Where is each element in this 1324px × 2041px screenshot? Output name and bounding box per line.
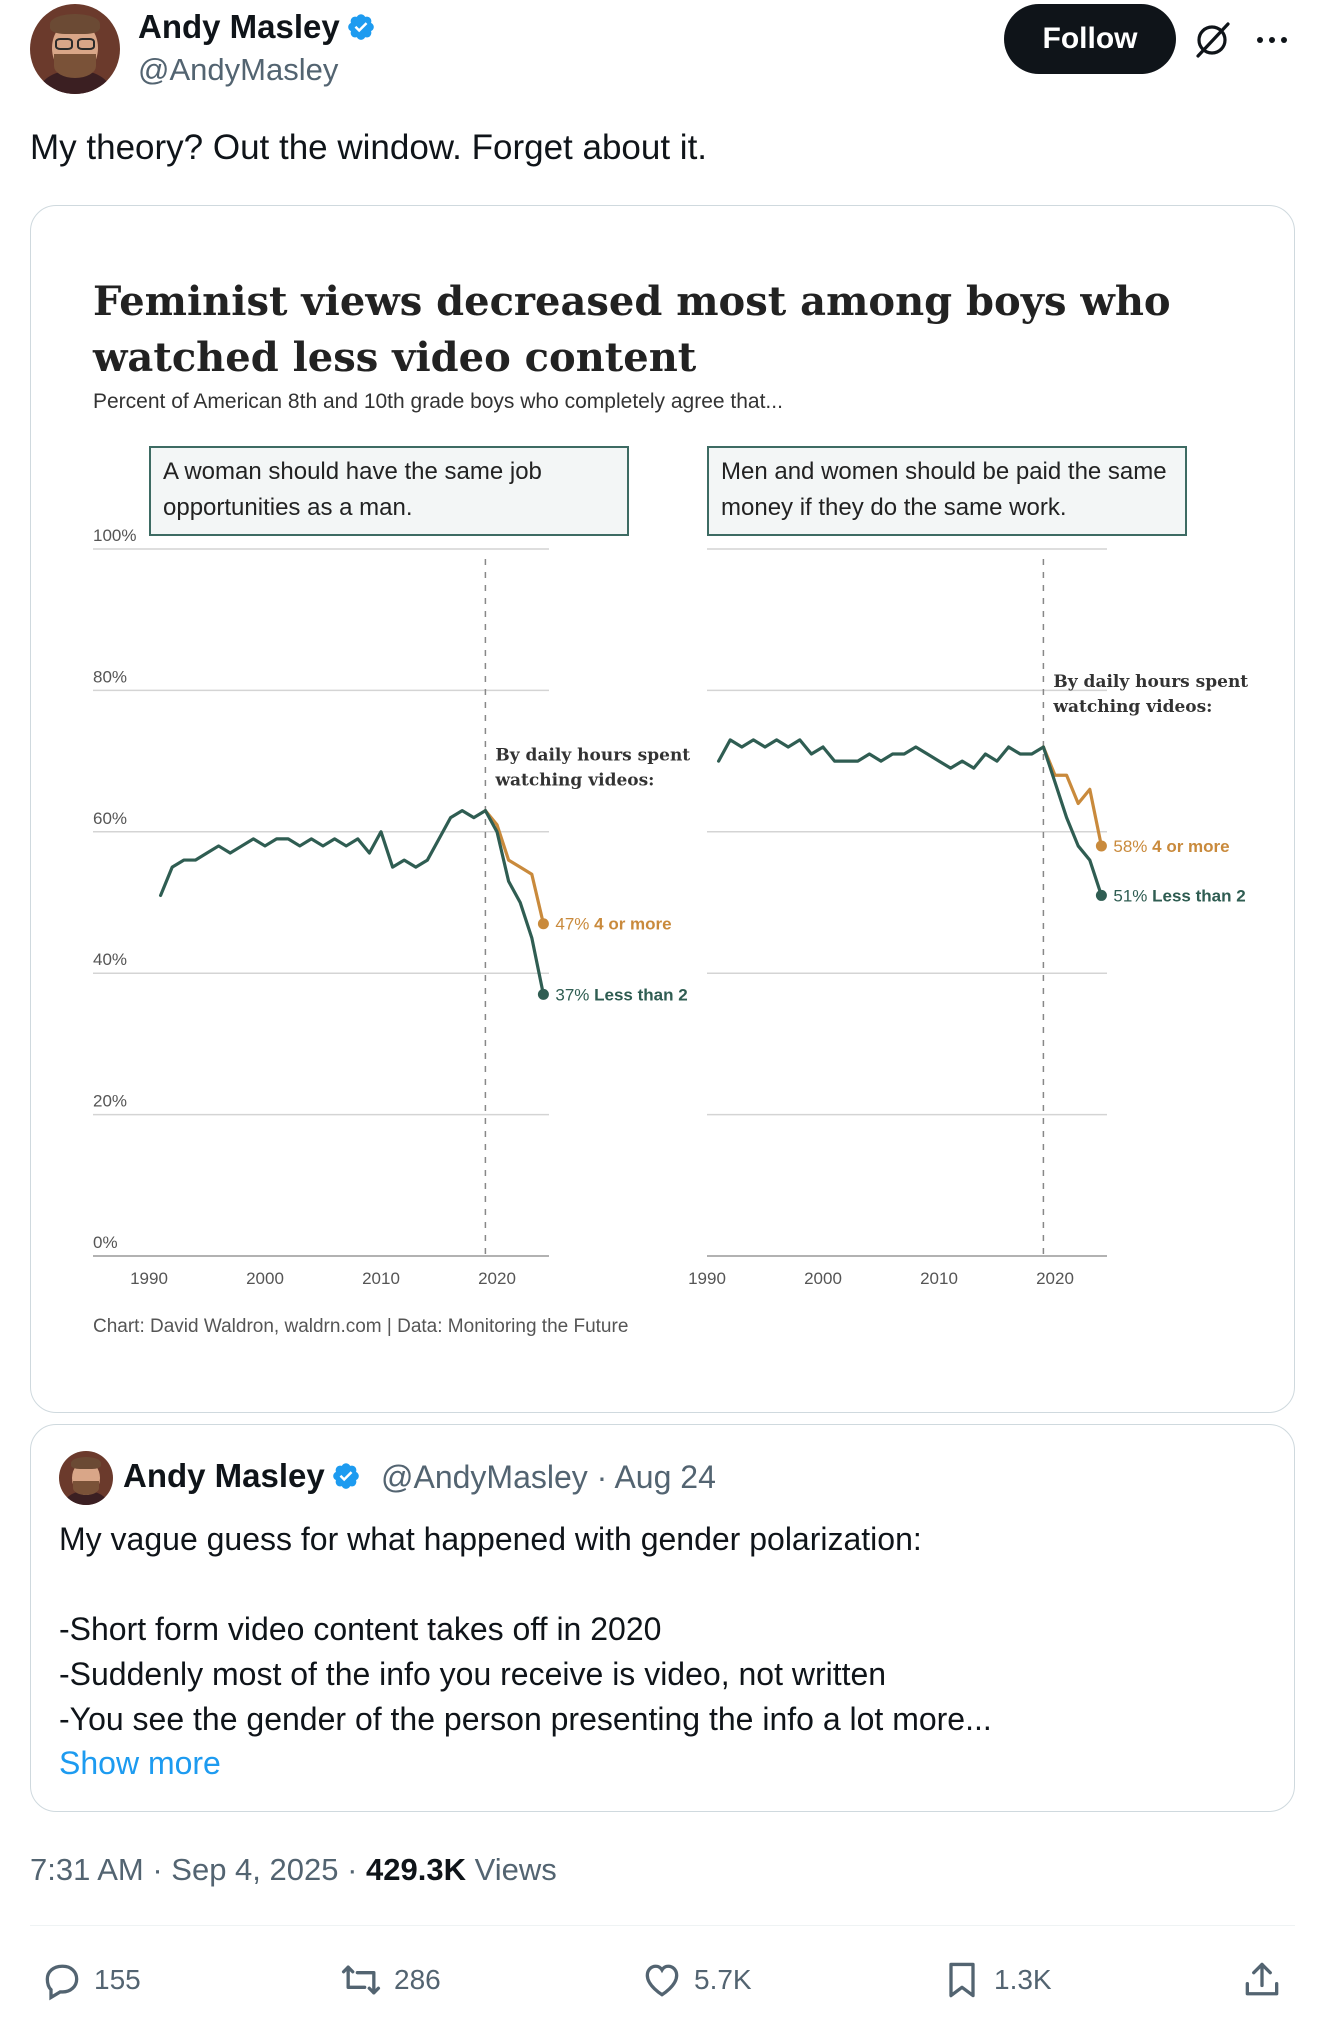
y-tick-label: 100% xyxy=(93,526,137,545)
series-end-pct: 37% xyxy=(555,985,595,1005)
quoted-handle-date[interactable]: @AndyMasley · Aug 24 xyxy=(381,1459,716,1495)
annotation-line-1: By daily hours spent xyxy=(1053,671,1249,692)
series-end-dot xyxy=(538,918,549,929)
chart-title: Feminist views decreased most among boys who watched less video content xyxy=(93,278,1171,381)
repost-count: 286 xyxy=(394,1964,441,1995)
bookmark-count: 1.3K xyxy=(994,1964,1052,1995)
series-end-pct: 58% xyxy=(1113,836,1153,856)
annotation-line-2: watching videos: xyxy=(1053,696,1213,717)
divider xyxy=(30,1925,1295,1926)
series-end-pct: 47% xyxy=(555,914,595,934)
y-tick-label: 40% xyxy=(93,950,128,970)
reply-icon xyxy=(40,1958,84,2002)
chart-source: Chart: David Waldron, waldrn.com | Data: Monitoring the Future xyxy=(93,1316,629,1337)
heart-icon xyxy=(640,1958,684,2002)
series-line xyxy=(161,811,486,896)
reply-button[interactable] xyxy=(40,1955,141,2005)
series-end-label xyxy=(555,985,687,1004)
share-button[interactable] xyxy=(1240,1955,1294,2005)
series-end-name: Less than 2 xyxy=(594,985,688,1005)
author-avatar[interactable] xyxy=(30,4,120,94)
tweet-text: My theory? Out the window. Forget about it. xyxy=(30,128,708,167)
chart-image-card[interactable] xyxy=(30,205,1295,1413)
show-more-link[interactable]: Show more xyxy=(59,1745,221,1781)
series-line xyxy=(719,740,1044,768)
x-tick-label: 1990 xyxy=(688,1269,726,1288)
repost-icon xyxy=(338,1958,384,2002)
y-tick-label: 20% xyxy=(93,1091,128,1111)
series-line xyxy=(1043,747,1101,895)
annotation-line-2: watching videos: xyxy=(495,770,655,791)
series-end-pct: 51% xyxy=(1113,886,1153,906)
y-tick-label: 80% xyxy=(93,667,128,687)
verified-badge-icon xyxy=(346,12,376,42)
series-line xyxy=(485,811,543,995)
quoted-tweet-text: My vague guess for what happened with gender polarization: -Short form video content takes off in 2020 -Suddenly most of the info you receive is video, not written -You see the gender of the person presenting the info a lot more... xyxy=(59,1521,992,1737)
x-tick-label: 2020 xyxy=(478,1269,516,1288)
x-tick-label: 2020 xyxy=(1036,1269,1074,1288)
quoted-author-name[interactable] xyxy=(123,1457,361,1495)
author-handle[interactable]: @AndyMasley xyxy=(138,52,339,87)
repost-button[interactable] xyxy=(338,1955,441,2005)
x-tick-label: 2000 xyxy=(246,1269,284,1288)
tweet-timestamp[interactable]: 7:31 AM · Sep 4, 2025 · xyxy=(30,1852,367,1887)
x-tick-label: 2010 xyxy=(362,1269,400,1288)
x-tick-label: 2000 xyxy=(804,1269,842,1288)
y-tick-label: 0% xyxy=(93,1233,118,1252)
chart-subtitle: Percent of American 8th and 10th grade boys who completely agree that... xyxy=(93,390,783,413)
panel-1-statement: A woman should have the same job opportunities as a man. xyxy=(163,458,542,521)
follow-button[interactable]: Follow xyxy=(1004,4,1176,74)
series-end-label xyxy=(1113,837,1229,856)
grok-icon[interactable] xyxy=(1190,18,1234,62)
series-end-name: 4 or more xyxy=(594,914,672,934)
x-tick-label: 2010 xyxy=(920,1269,958,1288)
reply-count: 155 xyxy=(94,1964,141,1995)
series-end-dot xyxy=(1096,840,1107,851)
views-label: Views xyxy=(466,1852,557,1887)
like-button[interactable] xyxy=(640,1955,752,2005)
y-tick-label: 60% xyxy=(93,808,128,828)
more-icon[interactable] xyxy=(1252,20,1292,60)
author-name[interactable] xyxy=(138,8,376,46)
quoted-author-name-text[interactable]: Andy Masley xyxy=(123,1457,325,1494)
author-name-text[interactable]: Andy Masley xyxy=(138,8,340,45)
tweet-meta xyxy=(30,1852,557,1888)
quoted-tweet-card[interactable] xyxy=(30,1424,1295,1812)
series-end-label xyxy=(555,915,671,934)
views-count: 429.3K xyxy=(366,1852,467,1887)
bookmark-icon xyxy=(940,1958,984,2002)
bookmark-button[interactable] xyxy=(940,1955,1052,2005)
quoted-verified-badge-icon xyxy=(331,1461,361,1491)
series-end-name: 4 or more xyxy=(1152,836,1230,856)
like-count: 5.7K xyxy=(694,1964,752,1995)
annotation-line-1: By daily hours spent xyxy=(495,745,691,766)
series-end-name: Less than 2 xyxy=(1152,886,1246,906)
series-end-dot xyxy=(538,989,549,1000)
series-end-label xyxy=(1113,886,1245,905)
chart-plot xyxy=(31,206,1295,1413)
series-end-dot xyxy=(1096,890,1107,901)
x-tick-label: 1990 xyxy=(130,1269,168,1288)
quoted-author-avatar[interactable] xyxy=(59,1451,113,1505)
panel-2-statement: Men and women should be paid the same money if they do the same work. xyxy=(721,458,1167,521)
share-icon xyxy=(1240,1958,1284,2002)
